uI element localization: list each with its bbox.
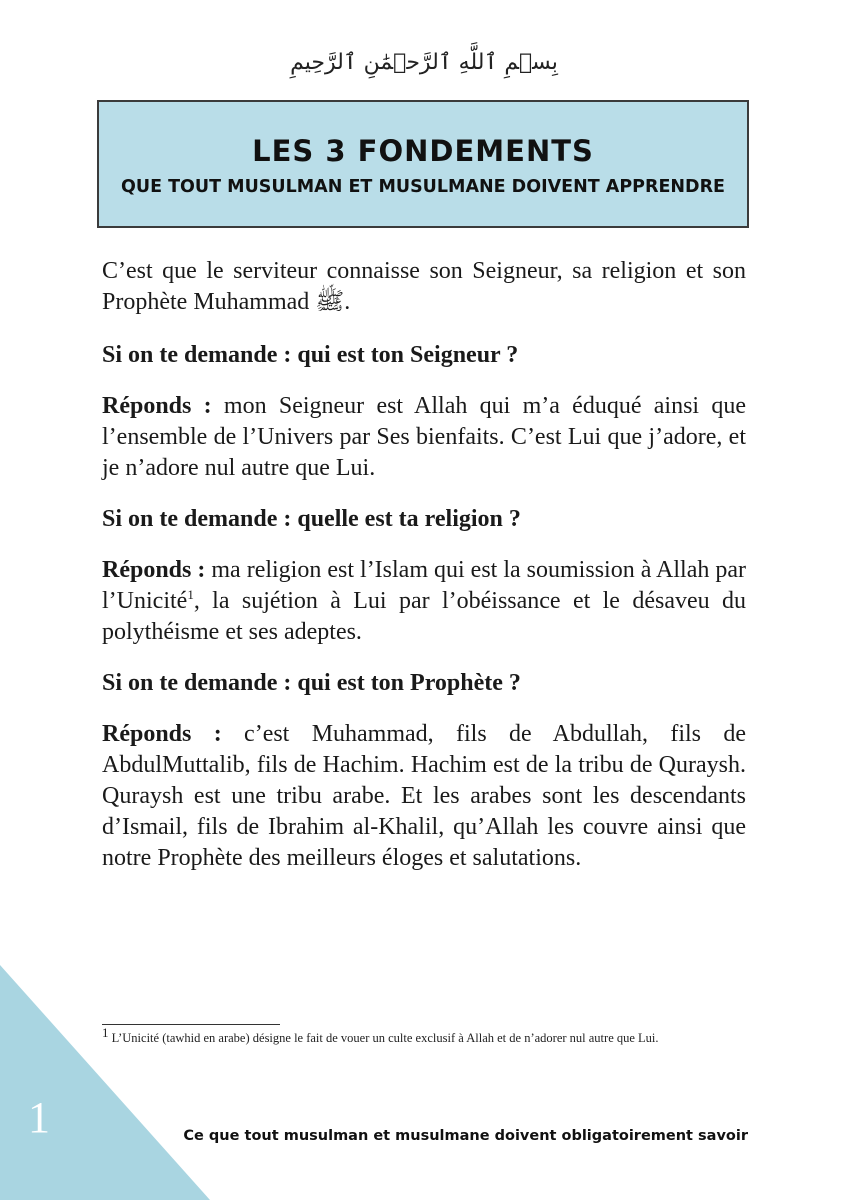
answer-text: mon Seigneur est Allah qui m’a éduqué ainsi que l’ensemble de l’Univers par Ses bienfaits. C’est Lui que j’adore, et je n’adore nul autre que Lui. <box>102 393 747 481</box>
bismillah-header: بِسۡمِ ٱللَّهِ ٱلرَّحۡمَٰنِ ٱلرَّحِيمِ <box>290 50 558 75</box>
intro-paragraph: C’est que le serviteur connaisse son Seigneur, sa religion et son Prophète Muhammad ﷺ. <box>102 258 746 315</box>
answer-label: Réponds : <box>102 721 222 747</box>
page-number: 1 <box>28 1093 50 1142</box>
answer-religion <box>102 555 746 648</box>
question-prophet: Si on te demande : qui est ton Prophète ? <box>102 670 521 696</box>
footnote-reference[interactable]: 1 <box>187 587 194 602</box>
title-box <box>97 100 749 228</box>
corner-accent-triangle <box>0 965 210 1200</box>
question-religion: Si on te demande : quelle est ta religion ? <box>102 506 521 532</box>
footer-text: Ce que tout musulman et musulmane doivent obligatoirement savoir <box>183 1128 748 1144</box>
footnote-text: L’Unicité (tawhid en arabe) désigne le fait de vouer un culte exclusif à Allah et de n’adorer nul autre que Lui. <box>108 1031 659 1045</box>
answer-label: Réponds : <box>102 557 206 583</box>
footnote-number: 1 <box>102 1024 109 1040</box>
page-subtitle: QUE TOUT MUSULMAN ET MUSULMANE DOIVENT APPRENDRE <box>120 177 725 197</box>
page-title: LES 3 FONDEMENTS <box>252 134 594 168</box>
main-content <box>102 256 746 894</box>
answer-prophet <box>102 719 746 874</box>
answer-text: c’est Muhammad, fils de Abdullah, fils de AbdulMuttalib, fils de Hachim. Hachim est de la tribu de Quraysh. Quraysh est une tribu arabe. Et les arabes sont les descendants d’Ismail, fils de Ibrahim al-Khalil, qu’Allah les couvre ainsi que notre Prophète des meilleurs éloges et salutations. <box>102 721 747 871</box>
answer-lord <box>102 391 746 484</box>
answer-label: Réponds : <box>102 393 212 419</box>
answer-text: ma religion est l’Islam qui est la soumission à Allah par l’Unicité <box>102 557 747 614</box>
answer-text: , la sujétion à Lui par l’obéissance et le désaveu du polythéisme et ses adeptes. <box>102 588 746 645</box>
question-lord: Si on te demande : qui est ton Seigneur ? <box>102 342 519 368</box>
